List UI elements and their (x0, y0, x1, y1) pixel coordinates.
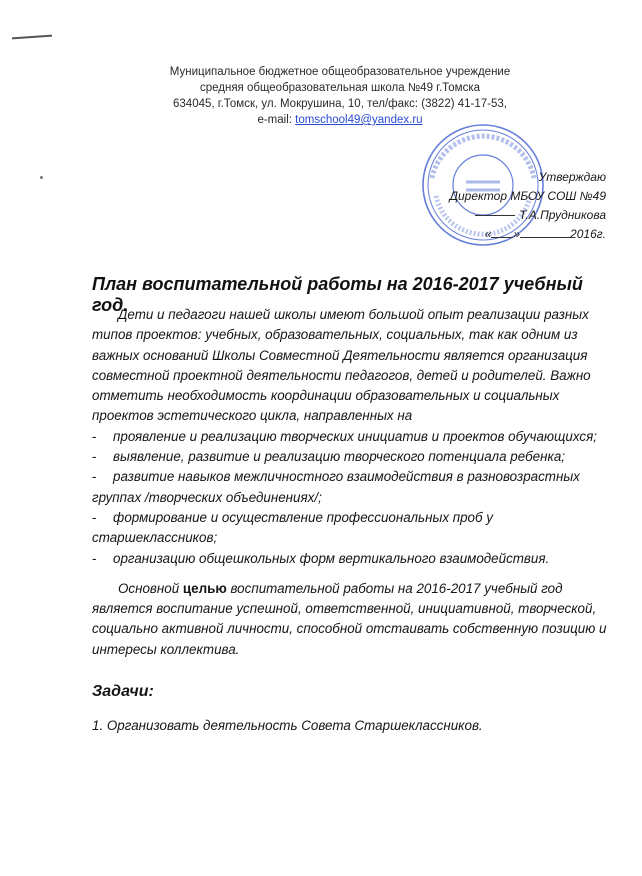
tasks-heading: Задачи: (92, 683, 154, 701)
goal-paragraph: Основной целью воспитательной работы на 2016-2017 учебный год является воспитание успешной, ответственной, инициативной, творческой, социально активной личности, способной отстаивать собственную позицию и интересы коллектива. (92, 580, 607, 657)
approval-line-1: Утверждаю (538, 170, 606, 184)
scan-speck (40, 176, 43, 179)
approval-line-2: Директор МБОУ СОШ №49 (449, 189, 606, 203)
list-item: - проявление и реализацию творческих инициатив и проектов обучающихся; (92, 427, 607, 447)
date-quote-open: « (484, 227, 492, 241)
date-year: 2016г. (570, 227, 606, 241)
date-quote-close: » (513, 227, 521, 241)
intro-paragraph: Дети и педагоги нашей школы имеют большой опыт реализации разных типов проектов: учебных, образовательных, социальных, так как одним из важных оснований Школы Совместной Деятельности является организация совместной проектной деятельности педагогов, детей и родителей. Важно отметить необходимость координации образовательных и социальных проектов эстетического цикла, направленных на (92, 307, 591, 424)
list-dash: - (92, 550, 97, 566)
director-name: Т.А.Прудникова (519, 208, 606, 222)
list-dash: - (92, 449, 97, 465)
approval-block (410, 168, 606, 244)
list-item: - выявление, развитие и реализацию творческого потенциала ребенка; (92, 447, 607, 467)
task-item: 1. Организовать деятельность Совета Старшеклассников. (92, 718, 483, 734)
signature-line (475, 215, 515, 216)
approval-line-3 (410, 206, 606, 225)
email-prefix: e-mail: (257, 114, 296, 126)
list-item: - организацию общешкольных форм вертикального взаимодействия. (92, 549, 607, 569)
list-item: - формирование и осуществление профессиональных проб у старшеклассников; (92, 509, 493, 546)
list-dash: - (92, 509, 97, 525)
date-month-blank (520, 237, 570, 238)
header-line-1: Муниципальное бюджетное общеобразовательное учреждение (169, 66, 511, 78)
school-header (120, 64, 560, 128)
approval-date (410, 225, 606, 244)
list-dash: - (92, 428, 97, 444)
scan-mark (12, 35, 52, 40)
list-dash: - (92, 469, 97, 485)
date-day-blank (491, 237, 513, 238)
page-title: План воспитательной работы на 2016-2017 учебный год. (92, 274, 583, 315)
goal-keyword: целью (182, 580, 227, 596)
list-item: - развитие навыков межличностного взаимодействия в разновозрастных группах /творческих объединениях/; (92, 469, 580, 505)
header-line-2: средняя общеобразовательная школа №49 г.Томска (199, 82, 481, 94)
document-body (92, 305, 607, 737)
email-link[interactable]: tomschool49@yandex.ru (295, 114, 423, 126)
header-line-3: 634045, г.Томск, ул. Мокрушина, 10, тел/факс: (3822) 41-17-53, (173, 98, 507, 110)
